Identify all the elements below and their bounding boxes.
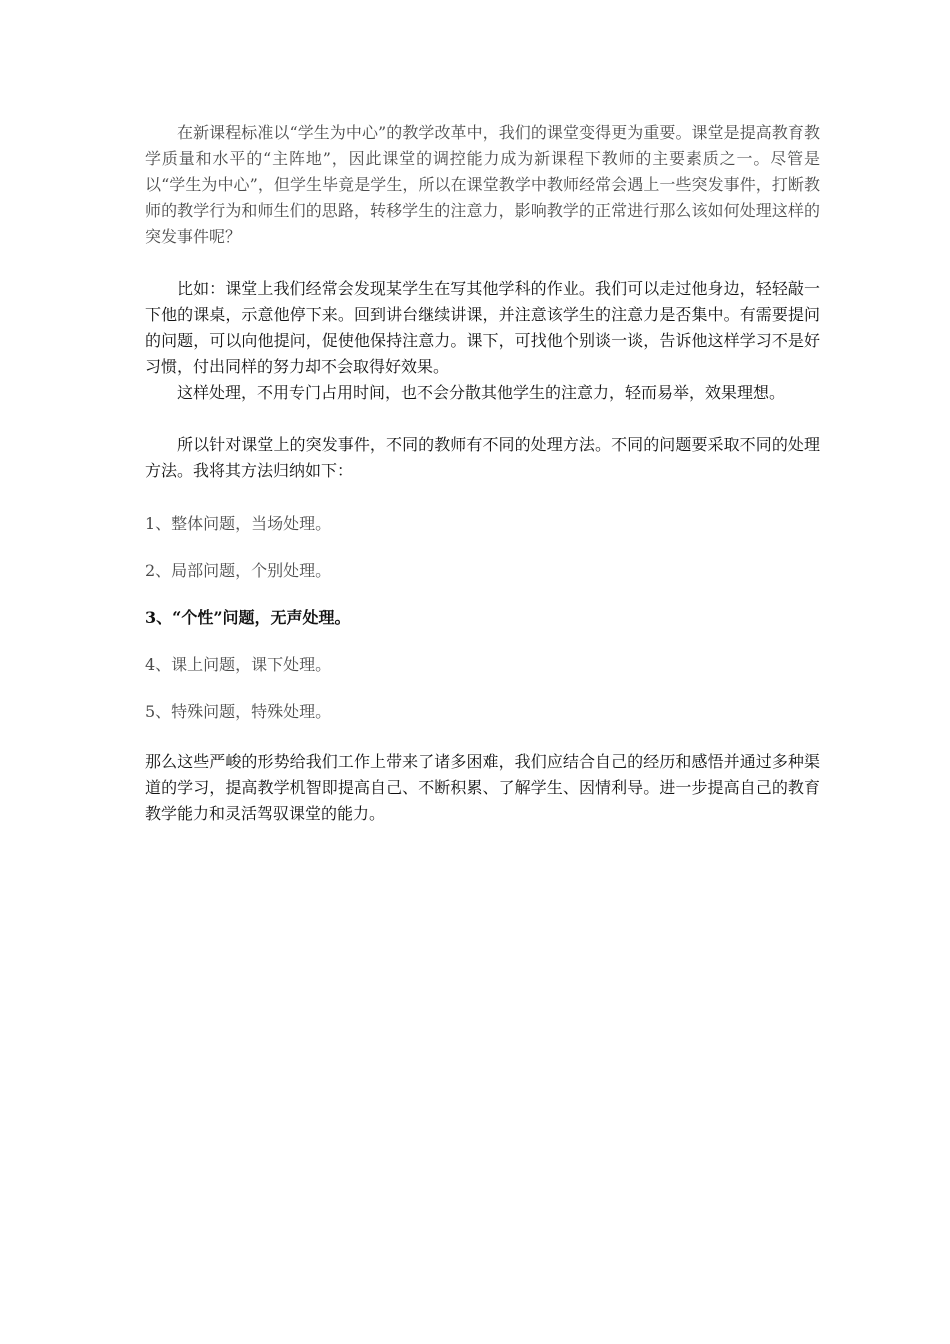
result-paragraph: 这样处理，不用专门占用时间，也不会分散其他学生的注意力，轻而易举，效果理想。 <box>177 383 786 402</box>
closing-paragraph: 那么这些严峻的形势给我们工作上带来了诸多困难，我们应结合自己的经历和感悟并通过多种渠道的学习，提高教学机智即提高自己、不断积累、了解学生、因情利导。进一步提高自己的教育教学能力和灵活驾驭课堂的能力。 <box>145 752 820 823</box>
example-paragraph: 比如：课堂上我们经常会发现某学生在写其他学科的作业。我们可以走过他身边，轻轻敲一下他的课桌，示意他停下来。回到讲台继续讲课，并注意该学生的注意力是否集中。有需要提问的问题，可以向他提问，促使他保持注意力。课下，可找他个别谈一谈，告诉他这样学习不是好习惯，付出同样的努力却不会取得好效果。 <box>145 279 820 376</box>
list-item: 5、特殊问题，特殊处理。 <box>145 702 332 721</box>
list-item: 2、局部问题，个别处理。 <box>145 561 332 580</box>
list-item: 4、课上问题，课下处理。 <box>145 655 332 674</box>
summary-paragraph: 所以针对课堂上的突发事件，不同的教师有不同的处理方法。不同的问题要采取不同的处理方法。我将其方法归纳如下： <box>145 435 820 480</box>
list-item: 1、整体问题，当场处理。 <box>145 514 332 533</box>
intro-paragraph: 在新课程标准以“学生为中心”的教学改革中，我们的课堂变得更为重要。课堂是提高教育教学质量和水平的“主阵地”，因此课堂的调控能力成为新课程下教师的主要素质之一。尽管是以“学生为中心”，但学生毕竟是学生，所以在课堂教学中教师经常会遇上一些突发事件，打断教师的教学行为和师生们的思路，转移学生的注意力，影响教学的正常进行那么该如何处理这样的突发事件呢？ <box>145 123 820 246</box>
list-item: 3、“个性”问题，无声处理。 <box>145 608 351 627</box>
document-body <box>145 120 820 827</box>
